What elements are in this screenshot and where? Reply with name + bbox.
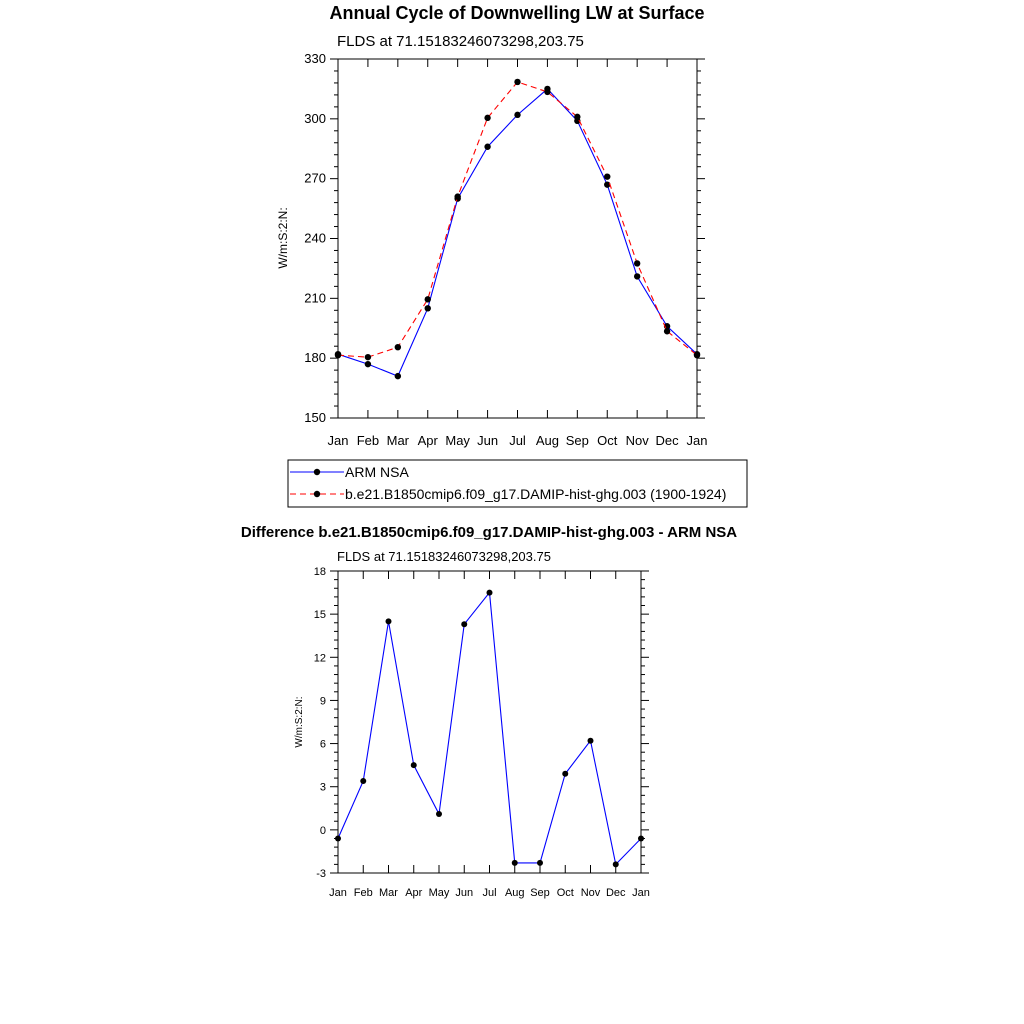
chart1-series-0-point	[395, 373, 401, 379]
chart2-series-0-point	[638, 835, 644, 841]
chart2-y-tick-label: 9	[319, 695, 326, 708]
chart2-y-tick-label: 3	[319, 781, 326, 794]
chart2-series-0-point	[487, 590, 493, 596]
chart1-y-tick-label: 150	[304, 410, 326, 425]
chart1-series-1-point	[425, 296, 431, 302]
legend-marker-1	[314, 491, 320, 497]
chart1-x-tick-label: Jan	[327, 433, 349, 448]
chart1-series-1-point	[454, 193, 460, 199]
chart2-x-tick-label: Jul	[482, 887, 497, 899]
chart1-legend	[288, 460, 747, 507]
chart2-series-0-point	[360, 778, 366, 784]
chart2-x-tick-label: Jan	[632, 887, 650, 899]
chart2-series-0-point	[335, 835, 341, 841]
chart2-subtitle: FLDS at 71.15183246073298,203.75	[337, 549, 551, 564]
chart1-series-1-point	[634, 260, 640, 266]
chart1-series-0-point	[365, 361, 371, 367]
chart1-x-tick-label: Sep	[565, 433, 589, 448]
chart1-series-1-point	[335, 352, 341, 358]
chart2-x-tick-label: Mar	[379, 887, 398, 899]
chart2-series-0-point	[411, 762, 417, 768]
chart1-series-0-point	[484, 144, 490, 150]
legend-entry-label-0: ARM NSA	[345, 464, 409, 480]
chart1-series-0-point	[634, 273, 640, 279]
chart2-frame	[338, 571, 641, 873]
chart2-y-axis-label: W/m:S:2:N:	[294, 696, 305, 748]
chart2-x-tick-label: Oct	[556, 887, 574, 899]
chart1-series-1-point	[395, 344, 401, 350]
chart2-y-tick-label: 6	[319, 738, 326, 751]
chart2-series-0-point	[461, 621, 467, 627]
chart1-series-1-point	[544, 89, 550, 95]
chart1-series-0-point	[514, 112, 520, 118]
chart1-x-tick-label: Aug	[535, 433, 559, 448]
chart1-title: Annual Cycle of Downwelling LW at Surface	[329, 3, 705, 23]
chart1-series-0-point	[425, 305, 431, 311]
chart1-series-1-point	[365, 354, 371, 360]
chart1-x-tick-label: Mar	[386, 433, 410, 448]
chart1-x-tick-label: Jan	[686, 433, 708, 448]
chart1-series-1-point	[664, 328, 670, 334]
chart2-y-tick-label: 12	[313, 652, 326, 665]
chart1-y-tick-label: 210	[304, 290, 326, 306]
chart2-plot	[314, 566, 650, 899]
chart2-y-tick-label: 0	[319, 824, 326, 837]
chart2-series-0-point	[512, 860, 518, 866]
chart2-x-tick-label: Nov	[580, 887, 601, 899]
chart2-y-tick-label: -3	[316, 868, 326, 880]
chart1-x-tick-label: Nov	[625, 433, 649, 448]
chart1-y-tick-label: 270	[304, 170, 326, 186]
chart2-x-tick-label: Jun	[455, 887, 474, 899]
chart1-series-line-0	[338, 89, 697, 376]
chart2-series-0-point	[436, 811, 442, 817]
chart1-subtitle: FLDS at 71.15183246073298,203.75	[337, 33, 584, 50]
chart1-x-tick-label: Jul	[509, 433, 526, 448]
chart1-y-tick-label: 300	[304, 110, 326, 126]
legend-marker-0	[314, 469, 320, 475]
chart2-y-tick-label: 18	[313, 566, 326, 578]
chart2-x-tick-label: Jan	[329, 887, 347, 899]
chart1-y-tick-label: 180	[304, 350, 326, 366]
chart1-x-tick-label: Jun	[477, 433, 499, 448]
chart1-x-tick-label: Apr	[417, 433, 438, 448]
chart2-x-tick-label: Aug	[504, 887, 525, 899]
legend-entry-label-1: b.e21.B1850cmip6.f09_g17.DAMIP-hist-ghg.003 (1900-1924)	[345, 486, 727, 502]
chart1-series-1-point	[574, 114, 580, 120]
chart2-title: Difference b.e21.B1850cmip6.f09_g17.DAMIP-hist-ghg.003 - ARM NSA	[240, 524, 738, 541]
chart2-x-tick-label: Feb	[353, 887, 373, 899]
chart1-x-tick-label: Feb	[356, 433, 380, 448]
chart2-x-tick-label: Apr	[405, 887, 423, 899]
chart2-series-0-point	[537, 860, 543, 866]
chart2-y-tick-label: 15	[313, 609, 326, 622]
chart1-y-tick-label: 330	[304, 51, 326, 66]
chart1-plot	[304, 51, 707, 448]
chart2-series-line-0	[338, 593, 641, 865]
chart2-series-0-point	[386, 618, 392, 624]
chart1-series-1-point	[604, 173, 610, 179]
chart2-series-0-point	[613, 861, 619, 867]
chart1-x-tick-label: May	[445, 433, 470, 448]
chart2-x-tick-label: Dec	[605, 887, 626, 899]
chart1-y-tick-label: 240	[304, 230, 326, 246]
chart1-series-line-1	[338, 82, 697, 357]
chart1-y-axis-label: W/m:S:2:N:	[276, 207, 290, 269]
chart1-x-tick-label: Dec	[655, 433, 679, 448]
chart1-series-1-point	[484, 115, 490, 121]
chart1-x-tick-label: Oct	[597, 433, 618, 448]
chart2-x-tick-label: Sep	[530, 887, 550, 899]
chart2-x-tick-label: May	[428, 887, 450, 899]
chart2-series-0-point	[562, 771, 568, 777]
chart2-series-0-point	[588, 738, 594, 744]
chart1-series-1-point	[694, 352, 700, 358]
chart1-series-1-point	[514, 79, 520, 85]
